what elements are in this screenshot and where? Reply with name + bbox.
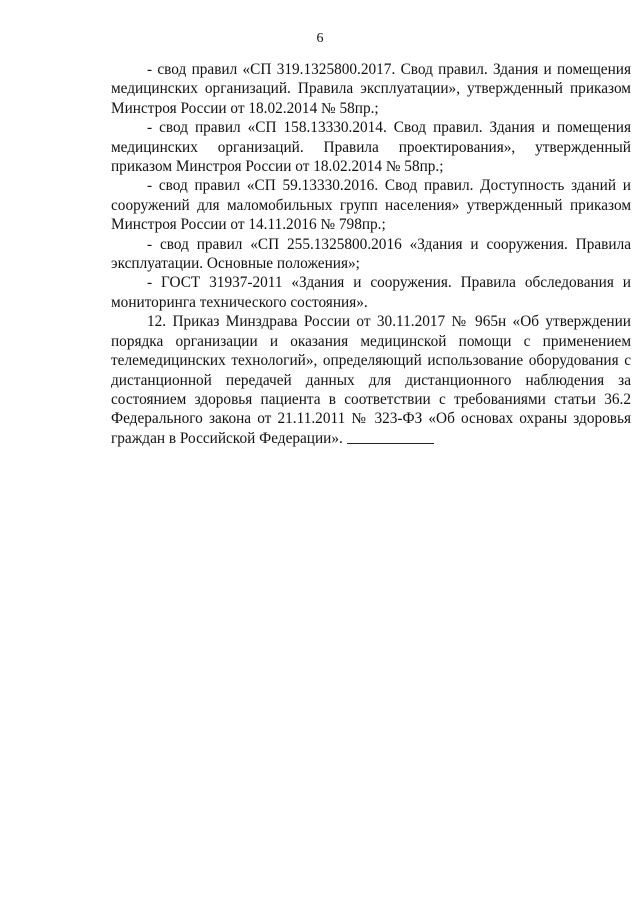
- end-separator-line: [347, 443, 434, 444]
- list-item-sp-319: - свод правил «СП 319.1325800.2017. Свод правил. Здания и помещения медицинских организаций. Правила эксплуатации», утвержденный приказом Минстроя России от 18.02.2014 № 58пр.;: [111, 61, 631, 117]
- list-item-sp-255: - свод правил «СП 255.1325800.2016 «Здания и сооружения. Правила эксплуатации. Основные положения»;: [111, 235, 631, 273]
- document-body: [111, 60, 631, 448]
- list-item-sp-158: - свод правил «СП 158.13330.2014. Свод правил. Здания и помещения медицинских организаций. Правила проектирования», утвержденный приказом Минстроя России от 18.02.2014 № 58пр.;: [111, 119, 631, 176]
- list-item-sp-59: - свод правил «СП 59.13330.2016. Свод правил. Доступность зданий и сооружений для маломобильных групп населения» утвержденный приказом Минстроя России от 14.11.2016 № 798пр.;: [111, 177, 631, 234]
- page-number: 6: [316, 31, 324, 46]
- numbered-item-12: 12. Приказ Минздрава России от 30.11.2017 № 965н «Об утверждении порядка организации и оказания медицинской помощи с применением телемедицинских технологий», определяющий использование оборудования с дистанционной передачей данных для дистанционного наблюдения за состоянием здоровья пациента в соответствии с требованиями статьи 36.2 Федерального закона от 21.11.2011 № 323-ФЗ «Об основах охраны здоровья граждан в Российской Федерации».: [111, 313, 631, 447]
- list-item-gost-31937: - ГОСТ 31937-2011 «Здания и сооружения. Правила обследования и мониторинга технического состояния».: [111, 274, 631, 311]
